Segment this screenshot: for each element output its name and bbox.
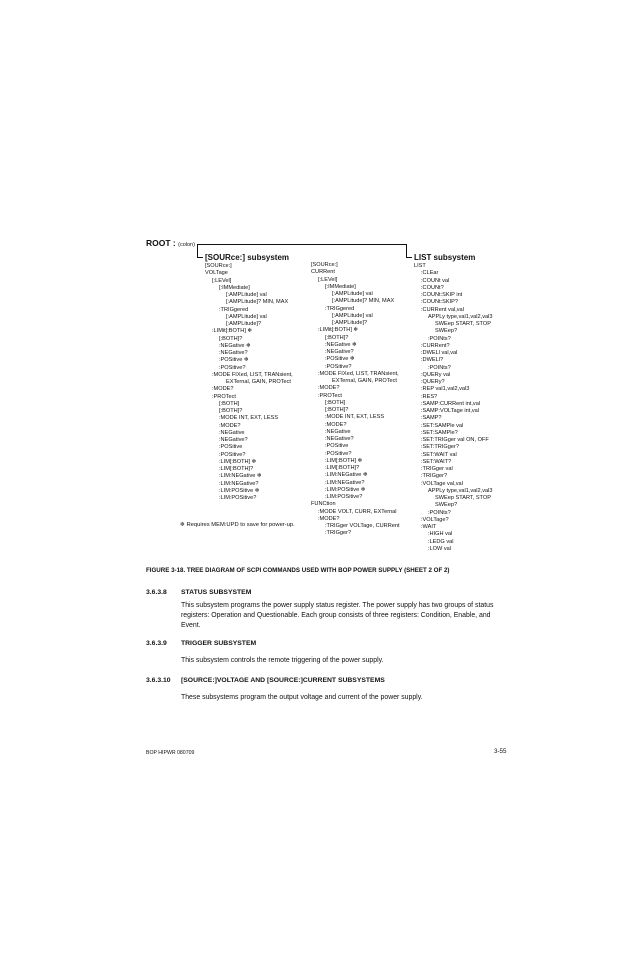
voltage-tree-command: [:BOTH]?	[219, 335, 243, 342]
voltage-tree-command: :NEGative	[219, 429, 245, 436]
current-tree-command: [:IMMediate]	[325, 283, 356, 290]
current-tree-command: :NEGative	[325, 428, 351, 435]
current-tree-command: :MODE VOLT, CURR, EXTernal	[318, 508, 397, 515]
current-tree-command: :LIM:POSitive?	[325, 494, 363, 500]
current-tree-command: [:AMPLitude] val	[332, 312, 373, 319]
section-paragraph: This subsystem programs the power supply status register. The power supply has two groups of status registers: Operation and Questionable. Each group consists of three registers: Condition, Enable, and Event.	[181, 602, 494, 629]
list-tree-command: :DWELl?	[421, 357, 444, 364]
figure-caption: FIGURE 3-18. TREE DIAGRAM OF SCPI COMMANDS USED WITH BOP POWER SUPPLY (SHEET 2 OF 2)	[146, 567, 450, 574]
voltage-tree-command: [SOURce:]	[205, 263, 232, 269]
list-tree-command: :SET:TRIGger val ON, OFF	[421, 437, 489, 443]
voltage-tree-command: [:AMPLitude] val	[226, 292, 267, 298]
list-tree-command: :REP val1,val2,val3	[421, 386, 470, 393]
list-tree-command: :SET:SAMPle val	[421, 422, 464, 429]
list-tree-command: :SET:WAIT val	[421, 451, 457, 458]
current-tree-command: :LIM[:BOTH] ❄	[325, 457, 363, 464]
footnote: ❄ Requires MEM:UPD to save for power-up.	[180, 522, 295, 528]
current-tree-command: :MODE?	[325, 421, 347, 428]
voltage-tree-command: :MODE FIXed, LIST, TRANsient,	[212, 371, 293, 378]
source-subsystem-heading: [SOURce:] subsystem	[205, 253, 290, 262]
list-tree-command: SWEep START, STOP	[435, 321, 491, 327]
list-tree-command: SWEep?	[435, 502, 458, 509]
voltage-tree-command: EXTernal, GAIN, PROTect	[226, 379, 291, 385]
list-tree-command: :CLEar	[421, 270, 439, 277]
root-note: (colon)	[178, 242, 195, 248]
voltage-tree-command: :LIM[:BOTH]?	[219, 466, 254, 472]
list-tree-command: :CURRent val,val	[421, 306, 464, 313]
current-tree-command: :MODE?	[318, 515, 340, 522]
list-tree-command: :CURRent?	[421, 342, 450, 349]
list-tree-command: :QUERy?	[421, 379, 445, 385]
current-tree-command: :TRIGgered	[325, 305, 355, 312]
list-tree-command: :COUNt val	[421, 277, 450, 284]
footer-doc-id: BOP HIPWR 080709	[146, 750, 195, 756]
current-tree-command: :LIM:NEGative ❄	[325, 472, 368, 479]
source-branch-horizontal	[197, 257, 203, 258]
voltage-tree-command: [:AMPLitude]?	[226, 321, 262, 327]
list-tree-command: :COUNt:SKIP?	[421, 299, 458, 306]
list-tree-command: :SET:WAIT?	[421, 458, 452, 465]
list-tree-command: :POINts?	[428, 509, 451, 516]
voltage-tree-command: :TRIGgered	[219, 306, 249, 313]
voltage-tree-command: :POSitive?	[219, 451, 246, 458]
current-tree-command: :MODE INT, EXT, LESS	[325, 414, 385, 421]
voltage-tree-command: :PROTect	[212, 393, 236, 400]
list-tree-command: :DWELl val,val	[421, 350, 458, 356]
voltage-tree-command: :LIM:NEGative?	[219, 480, 259, 487]
current-tree-command: :LIM:POSitive ❄	[325, 486, 366, 493]
current-tree-command: :PROTect	[318, 392, 342, 399]
current-tree-command: [:BOTH]?	[325, 334, 349, 341]
list-tree-command: :LOW val	[428, 545, 452, 552]
current-tree-command: :POSitive	[325, 443, 349, 450]
list-tree-command: :VOLTage val,val	[421, 480, 463, 487]
source-branch-vertical	[197, 244, 198, 257]
voltage-tree-command: [:BOTH]	[219, 400, 240, 407]
list-tree-command: SWEep START, STOP	[435, 495, 491, 501]
voltage-tree-command: :LIMit[:BOTH] ❄	[212, 328, 253, 335]
voltage-tree-command: :POSitive?	[219, 364, 246, 371]
current-tree-command: [SOURce:]	[311, 262, 338, 268]
voltage-tree-command: :NEGative?	[219, 437, 248, 443]
voltage-tree-command: :MODE?	[212, 386, 234, 393]
list-tree-command: :WAIT	[421, 524, 437, 530]
current-tree-command: [:AMPLitude] val	[332, 291, 373, 297]
list-tree-command: :LEDG val	[428, 538, 454, 545]
list-tree-command: SWEep?	[435, 328, 458, 335]
list-tree-command: :HIGH val	[428, 531, 453, 538]
list-tree-command: APPLy type,val1,val2,val3	[428, 487, 493, 494]
voltage-tree-command: :LIM:POSitive ❄	[219, 487, 260, 494]
page-number: 3-55	[494, 748, 507, 755]
voltage-tree-command: :POSitive	[219, 444, 243, 451]
list-tree-command: LIST	[414, 263, 426, 269]
current-tree-command: :POSitive ❄	[325, 356, 355, 363]
current-tree-command: EXTernal, GAIN, PROTect	[332, 378, 397, 384]
list-tree-command: :SAMP?	[421, 415, 442, 422]
voltage-tree-command: [:AMPLitude]? MIN, MAX	[226, 299, 289, 306]
list-tree-command: :TRIGger val	[421, 466, 453, 472]
section-paragraph: This subsystem controls the remote triggering of the power supply.	[181, 657, 384, 664]
section-number: 3.6.3.8	[146, 589, 167, 596]
list-tree-command: :SAMP:CURRent int,val	[421, 400, 481, 407]
section-number: 3.6.3.10	[146, 677, 171, 684]
section-paragraph: These subsystems program the output voltage and current of the power supply.	[181, 694, 423, 701]
current-tree-command: :MODE FIXed, LIST, TRANsient,	[318, 370, 399, 377]
voltage-tree-command: :MODE INT, EXT, LESS	[219, 415, 279, 422]
list-tree-command: :COUNt?	[421, 284, 444, 291]
current-tree-command: FUNCtion	[311, 501, 336, 508]
current-tree-command: :LIMit[:BOTH] ❄	[318, 327, 359, 334]
list-tree-command: :VOLTage?	[421, 516, 449, 523]
voltage-tree-command: :NEGative ❄	[219, 342, 251, 349]
section-title: STATUS SUBSYSTEM	[181, 589, 252, 596]
list-tree-command: :QUERy val	[421, 371, 451, 378]
voltage-tree-command: [:LEVel]	[212, 277, 232, 284]
section-title: TRIGGER SUBSYSTEM	[181, 640, 257, 647]
voltage-tree-command: :NEGative?	[219, 350, 248, 356]
current-tree-command: :NEGative?	[325, 349, 354, 355]
current-tree-command: :NEGative?	[325, 436, 354, 442]
root-label	[146, 238, 195, 248]
root-text: ROOT :	[146, 238, 176, 248]
current-tree-command: :POSitive?	[325, 363, 352, 370]
current-tree-command: :MODE?	[318, 385, 340, 392]
list-branch-vertical	[406, 244, 407, 257]
list-command-tree	[414, 263, 492, 553]
list-tree-command: :RES?	[421, 393, 438, 400]
voltage-tree-command: :LIM:NEGative ❄	[219, 473, 262, 480]
voltage-tree-command: :LIM:POSitive?	[219, 495, 257, 501]
section-number: 3.6.3.9	[146, 640, 167, 647]
voltage-tree-command: :MODE?	[219, 422, 241, 429]
current-tree-command: :NEGative ❄	[325, 341, 357, 348]
current-tree-command: :LIM[:BOTH]?	[325, 465, 360, 471]
current-tree-command: :LIM:NEGative?	[325, 479, 365, 486]
current-tree-command: :TRIGger VOLTage, CURRent	[325, 523, 400, 529]
list-tree-command: :TRIGger?	[421, 473, 448, 480]
list-tree-command: :SAMP:VOLTage int,val	[421, 408, 480, 414]
root-horizontal-line	[197, 244, 406, 245]
current-tree-command: :POSitive?	[325, 450, 352, 457]
list-tree-command: APPLy type,val1,val2,val3	[428, 313, 493, 320]
list-tree-command: :SET:SAMPle?	[421, 429, 458, 436]
list-tree-command: :POINts?	[428, 364, 451, 371]
voltage-tree-command: VOLTage	[205, 270, 228, 277]
list-branch-horizontal	[406, 257, 412, 258]
current-tree-command: [:BOTH]?	[325, 407, 349, 413]
voltage-tree-command: [:BOTH]?	[219, 408, 243, 414]
current-tree-command: :TRIGger?	[325, 530, 352, 537]
voltage-tree-command: :LIM[:BOTH] ❄	[219, 458, 257, 465]
list-tree-command: :POINts?	[428, 335, 451, 342]
current-tree-command: [:AMPLitude]?	[332, 320, 368, 326]
list-subsystem-heading: LIST subsystem	[414, 253, 476, 262]
section-title: [SOURCE:]VOLTAGE AND [SOURCE:]CURRENT SUBSYSTEMS	[181, 677, 385, 684]
voltage-tree-command: [:IMMediate]	[219, 284, 250, 291]
list-tree-command: :COUNt:SKIP int	[421, 292, 463, 298]
voltage-command-tree	[205, 263, 293, 502]
list-tree-command: :SET:TRIGger?	[421, 444, 459, 451]
current-tree-command: [:AMPLitude]? MIN, MAX	[332, 298, 395, 305]
current-tree-command: CURRent	[311, 269, 335, 276]
voltage-tree-command: :POSitive ❄	[219, 357, 249, 364]
current-tree-command: [:LEVel]	[318, 276, 338, 283]
current-command-tree	[311, 262, 400, 538]
voltage-tree-command: [:AMPLitude] val	[226, 313, 267, 320]
current-tree-command: [:BOTH]	[325, 399, 346, 406]
